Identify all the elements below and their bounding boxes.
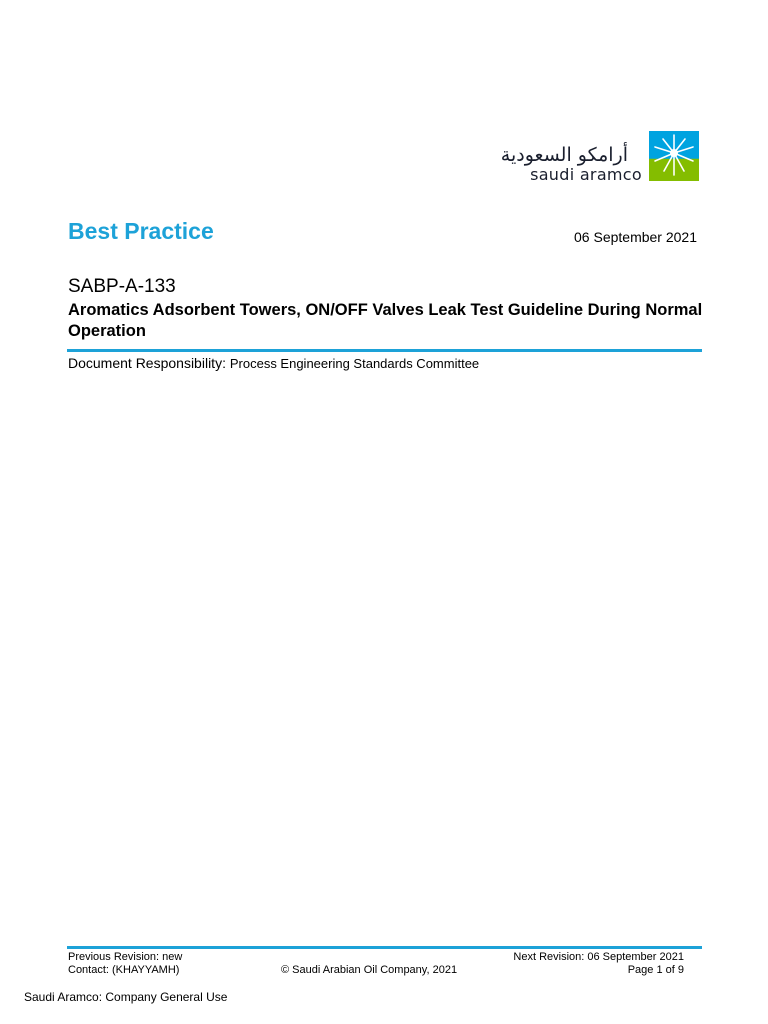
- page-number: Page 1 of 9: [627, 964, 684, 976]
- document-title: Aromatics Adsorbent Towers, ON/OFF Valves Leak Test Guideline During Normal Operation: [68, 301, 703, 340]
- copyright: © Saudi Arabian Oil Company, 2021: [281, 964, 458, 976]
- logo-arabic-text: أرامكو السعودية: [500, 144, 628, 166]
- next-revision: Next Revision: 06 September 2021: [513, 951, 684, 963]
- document-number: SABP-A-133: [68, 276, 176, 297]
- aramco-star-icon: [649, 131, 699, 181]
- document-type: Best Practice: [68, 218, 214, 244]
- previous-revision: Previous Revision: new: [68, 951, 183, 963]
- contact: Contact: (KHAYYAMH): [68, 964, 180, 976]
- logo-latin-text: saudi aramco: [530, 165, 642, 184]
- classification-label: Saudi Aramco: Company General Use: [24, 990, 228, 1004]
- header-divider: [67, 349, 702, 352]
- footer-divider: [67, 946, 702, 949]
- document-responsibility: [68, 355, 479, 371]
- responsibility-label: Document Responsibility:: [68, 355, 226, 371]
- responsibility-value: Process Engineering Standards Committee: [229, 356, 480, 371]
- saudi-aramco-logo: [500, 130, 700, 185]
- document-date: 06 September 2021: [574, 229, 697, 245]
